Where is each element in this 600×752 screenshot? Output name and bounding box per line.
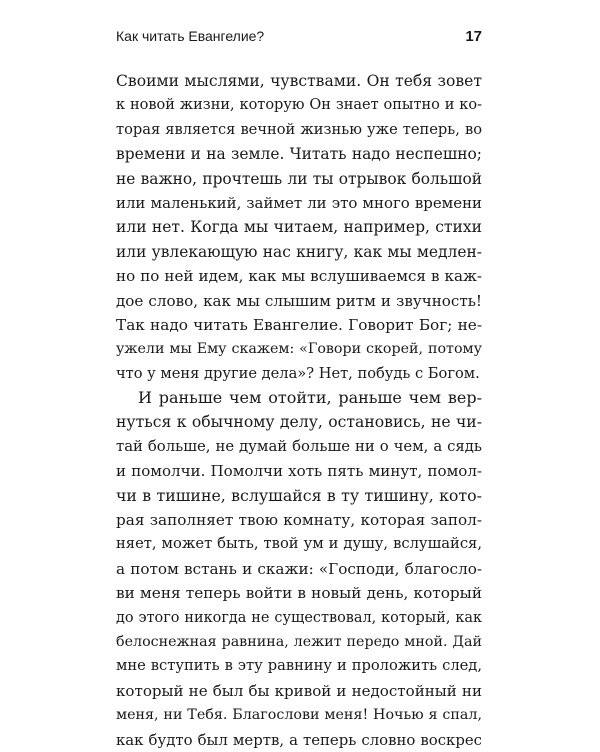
text-line: рая заполняет твою комнату, которая запол- — [116, 511, 482, 530]
page-number: 17 — [465, 28, 482, 45]
text-line: не важно, прочтешь ли ты отрывок большой — [116, 169, 482, 188]
text-line: или увлекающую нас книгу, как мы медлен- — [116, 242, 482, 261]
text-line: чи в тишине, вслушайся в ту тишину, кото- — [116, 485, 482, 505]
text-line: к новой жизни, которую Он знает опытно и ко- — [116, 97, 482, 114]
body-text — [116, 69, 482, 752]
text-line: или маленький, займет ли это много времени — [116, 193, 482, 212]
text-line: времени и на земле. Читать надо неспешно; — [116, 145, 482, 164]
text-line: что у меня другие дела»? Нет, побудь с Богом. — [116, 364, 480, 382]
text-line: торая является вечной жизнью уже теперь, во — [116, 120, 482, 138]
text-line: дое слово, как мы слышим ритм и звучность! — [116, 291, 482, 310]
text-line: как будто был мертв, а теперь словно воскрес — [116, 730, 482, 749]
text-line: и помолчи. Помолчи хоть пять минут, помол- — [116, 462, 482, 481]
text-line: или нет. Когда мы читаем, например, стихи — [116, 218, 482, 237]
text-line: меня, ни Тебя. Благослови меня! Ночью я спал, — [116, 707, 482, 724]
text-line: ви меня теперь войти в новый день, который — [116, 584, 482, 603]
text-line: нуться к обычному делу, остановись, не чи- — [116, 412, 482, 432]
text-line: но по ней идем, как мы вслушиваемся в каж- — [116, 267, 482, 286]
text-line: мне вступить в эту равнину и проложить след, — [116, 657, 482, 675]
text-line: до этого никогда не существовал, который, как — [116, 609, 482, 626]
text-line: И раньше чем отойти, раньше чем вер- — [138, 388, 482, 408]
text-line: который не был бы кривой и недостойный ни — [116, 681, 482, 700]
text-line: Так надо читать Евангелие. Говорит Бог; не- — [116, 315, 482, 334]
text-line: белоснежная равнина, лежит передо мной. Дай — [116, 633, 482, 650]
running-header — [116, 28, 482, 48]
text-line: Своими мыслями, чувствами. Он тебя зовет — [116, 72, 482, 90]
chapter-title: Как читать Евангелие? — [116, 28, 265, 44]
text-line: ужели мы Ему скажем: «Говори скорей, потому — [116, 341, 482, 358]
text-line: а потом встань и скажи: «Господи, благосло- — [116, 559, 482, 578]
text-line: няет, может быть, твой ум и душу, вслушайся, — [116, 535, 482, 553]
text-line: тай больше, не думай больше ни о чем, а сядь — [116, 437, 482, 455]
